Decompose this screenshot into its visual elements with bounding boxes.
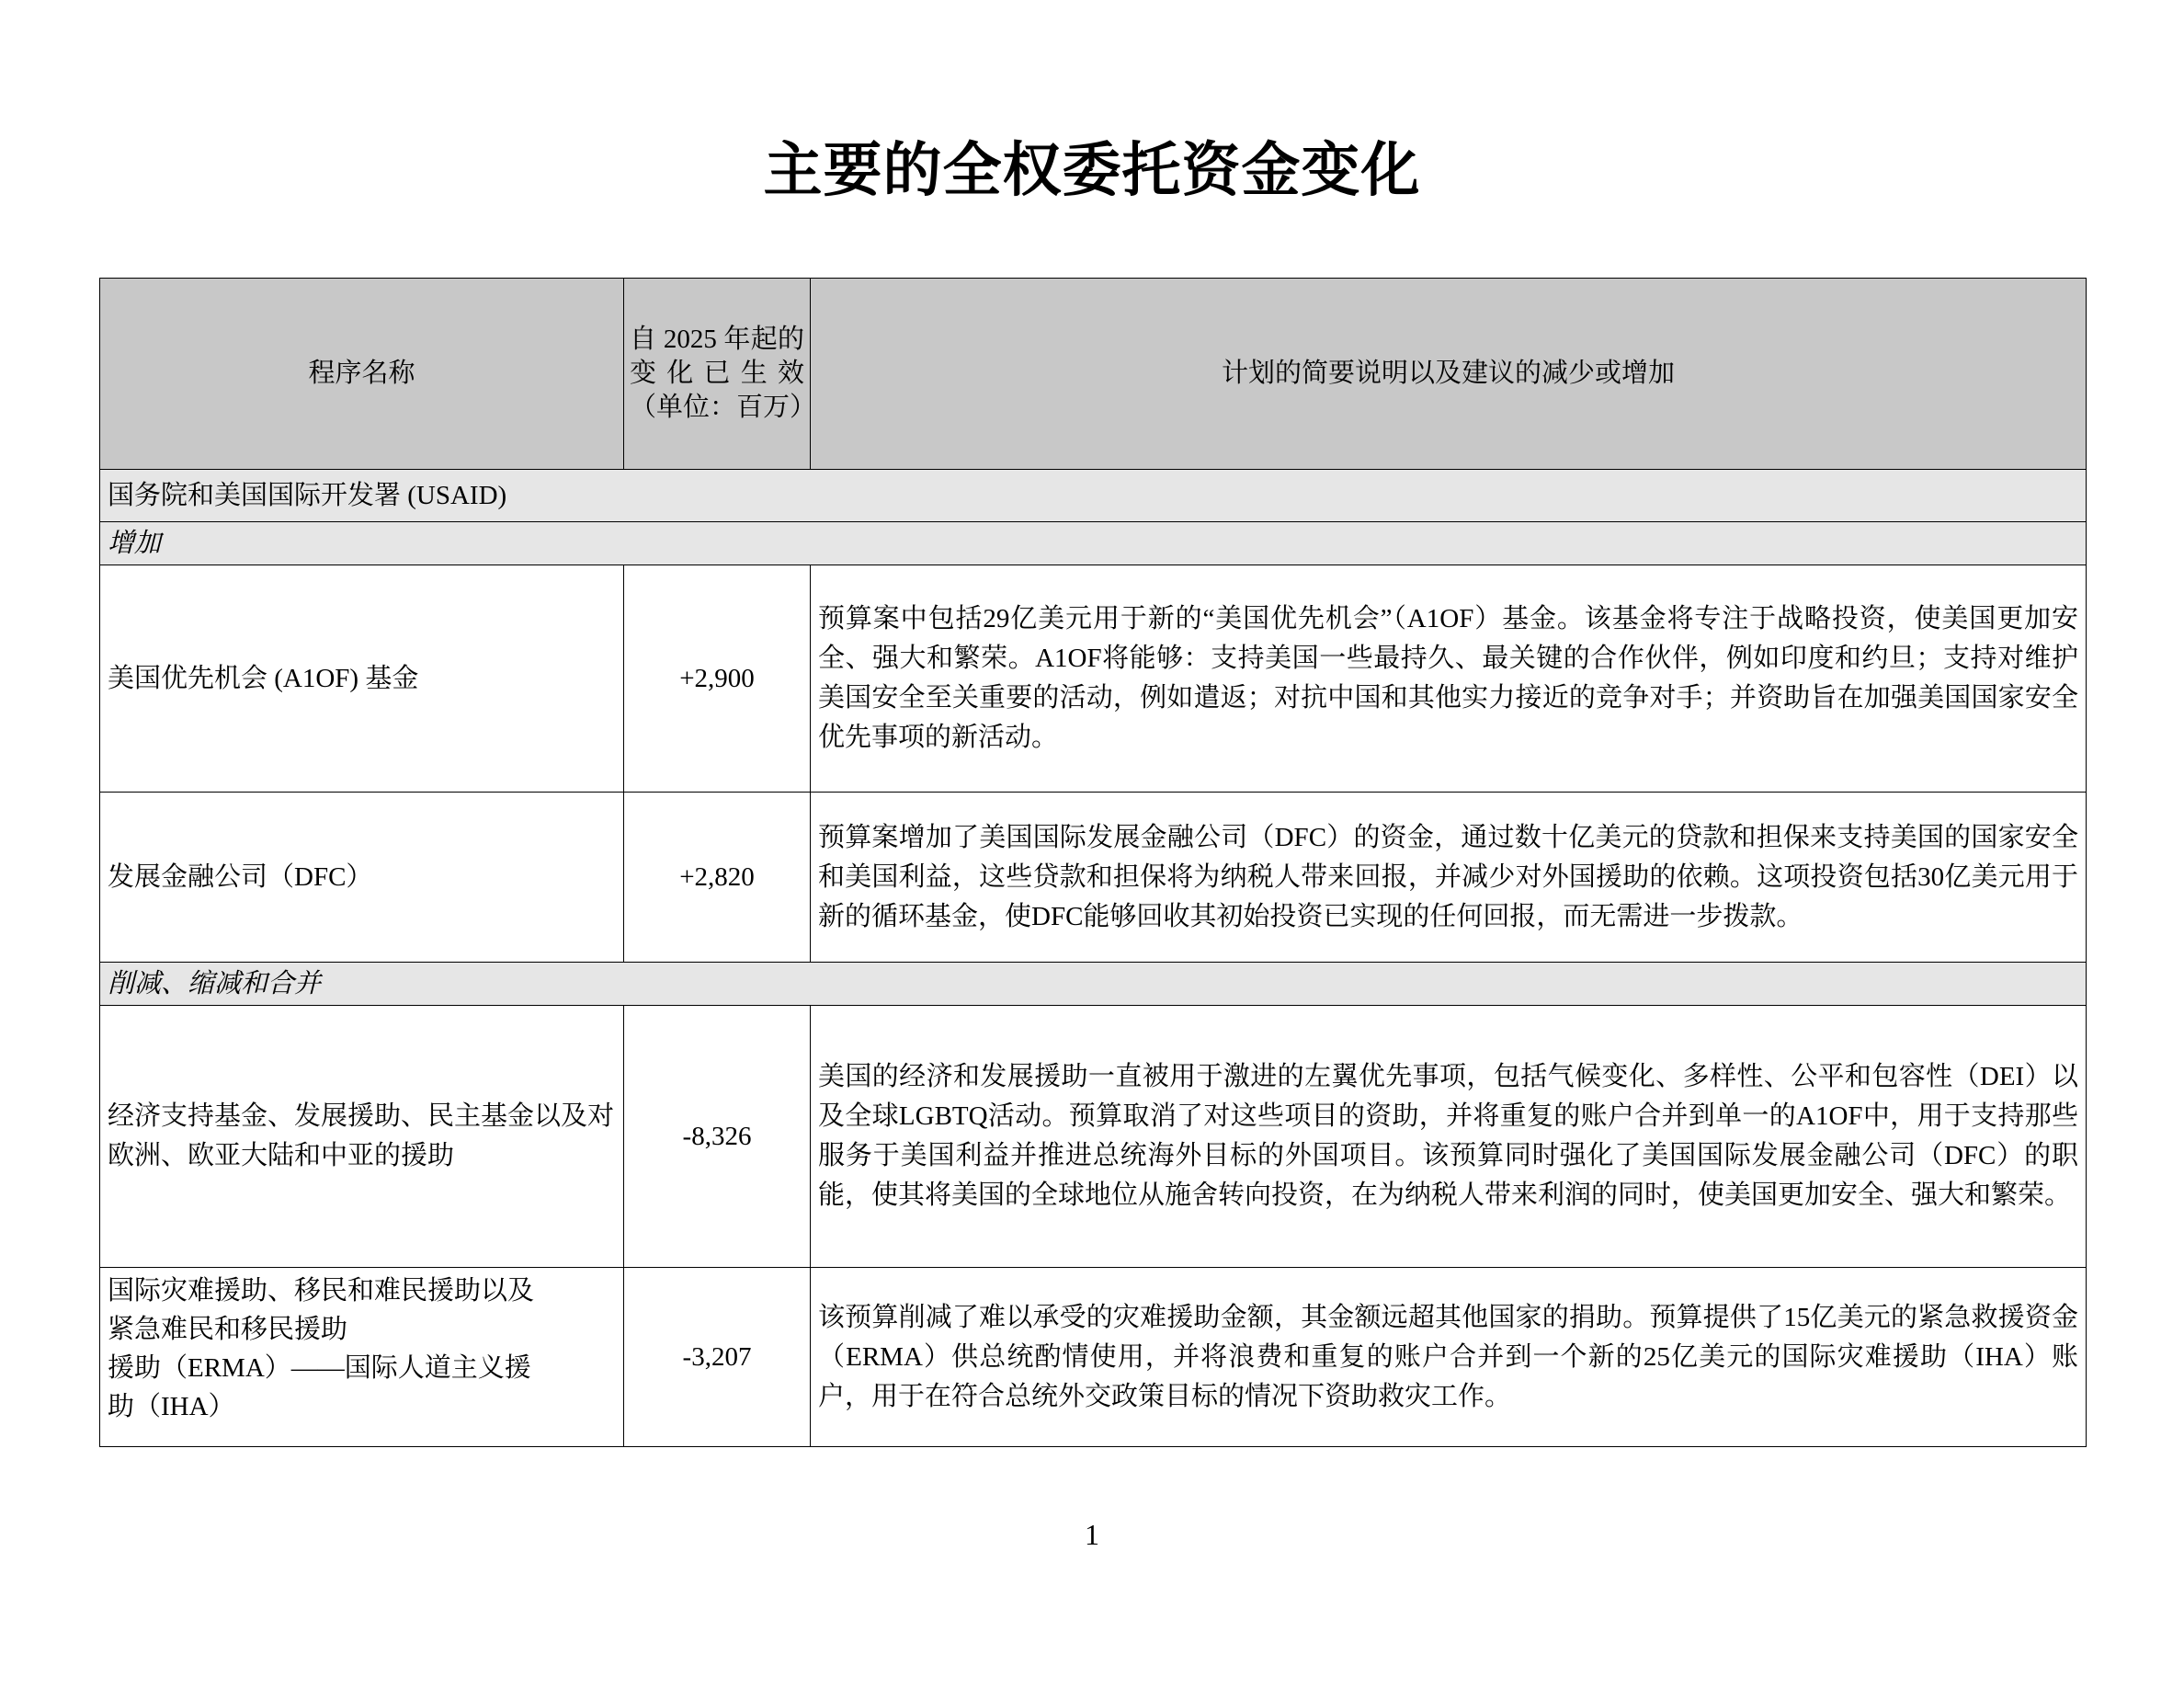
section-row: [100, 470, 2087, 522]
funding-change: +2,820: [624, 793, 811, 963]
program-name-line: 援助（ERMA）——国际人道主义援: [108, 1353, 531, 1383]
section-title: 国务院和美国国际开发署 (USAID): [100, 470, 2087, 522]
header-description: 计划的简要说明以及建议的减少或增加: [811, 279, 2087, 470]
table-row: [100, 1006, 2087, 1268]
funding-change: -8,326: [624, 1006, 811, 1268]
header-change: 自 2025 年起的变化已生效（单位：百万）: [624, 279, 811, 470]
funding-change: -3,207: [624, 1268, 811, 1447]
page-title: 主要的全权委托资金变化: [763, 138, 1421, 203]
program-name: 经济支持基金、发展援助、民主基金以及对欧洲、欧亚大陆和中亚的援助: [100, 1006, 624, 1268]
table-row: [100, 793, 2087, 963]
table-row: [100, 565, 2087, 793]
subsection-row-decrease: [100, 963, 2087, 1006]
subsection-title-increase: 增加: [100, 522, 2087, 565]
program-name: 发展金融公司（DFC）: [100, 793, 624, 963]
funding-changes-table: [99, 278, 2087, 1447]
program-description: 美国的经济和发展援助一直被用于激进的左翼优先事项，包括气候变化、多样性、公平和包容性（DEI）以及全球LGBTQ活动。预算取消了对这些项目的资助，并将重复的账户合并到单一的A1OF中，用于支持那些服务于美国利益并推进总统海外目标的外国项目。该预算同时强化了美国国际发展金融公司（DFC）的职能，使其将美国的全球地位从施舍转向投资，在为纳税人带来利润的同时，使美国更加安全、强大和繁荣。: [811, 1006, 2087, 1268]
table-row: [100, 1268, 2087, 1447]
table-header-row: [100, 279, 2087, 470]
subsection-row-increase: [100, 522, 2087, 565]
program-name: 美国优先机会 (A1OF) 基金: [100, 565, 624, 793]
program-description: 该预算削减了难以承受的灾难援助金额，其金额远超其他国家的捐助。预算提供了15亿美元的紧急救援资金（ERMA）供总统酌情使用，并将浪费和重复的账户合并到一个新的25亿美元的国际灾难援助（IHA）账户，用于在符合总统外交政策目标的情况下资助救灾工作。: [811, 1268, 2087, 1447]
program-description: 预算案中包括29亿美元用于新的“美国优先机会”（A1OF）基金。该基金将专注于战略投资，使美国更加安全、强大和繁荣。A1OF将能够：支持美国一些最持久、最关键的合作伙伴，例如印度和约旦；支持对维护美国安全至关重要的活动，例如遣返；对抗中国和其他实力接近的竞争对手；并资助旨在加强美国国家安全优先事项的新活动。: [811, 565, 2087, 793]
program-name-line: 助（IHA）: [108, 1392, 235, 1421]
subsection-title-decrease: 削减、缩减和合并: [100, 963, 2087, 1006]
program-name-line: 国际灾难援助、移民和难民援助以及: [108, 1276, 535, 1306]
header-program-name: 程序名称: [100, 279, 624, 470]
program-name: [100, 1268, 624, 1447]
program-name-line: 紧急难民和移民援助: [108, 1315, 348, 1344]
funding-change: +2,900: [624, 565, 811, 793]
page-number: 1: [1085, 1518, 1099, 1551]
program-description: 预算案增加了美国国际发展金融公司（DFC）的资金，通过数十亿美元的贷款和担保来支持美国的国家安全和美国利益，这些贷款和担保将为纳税人带来回报，并减少对外国援助的依赖。这项投资包括30亿美元用于新的循环基金，使DFC能够回收其初始投资已实现的任何回报，而无需进一步拨款。: [811, 793, 2087, 963]
